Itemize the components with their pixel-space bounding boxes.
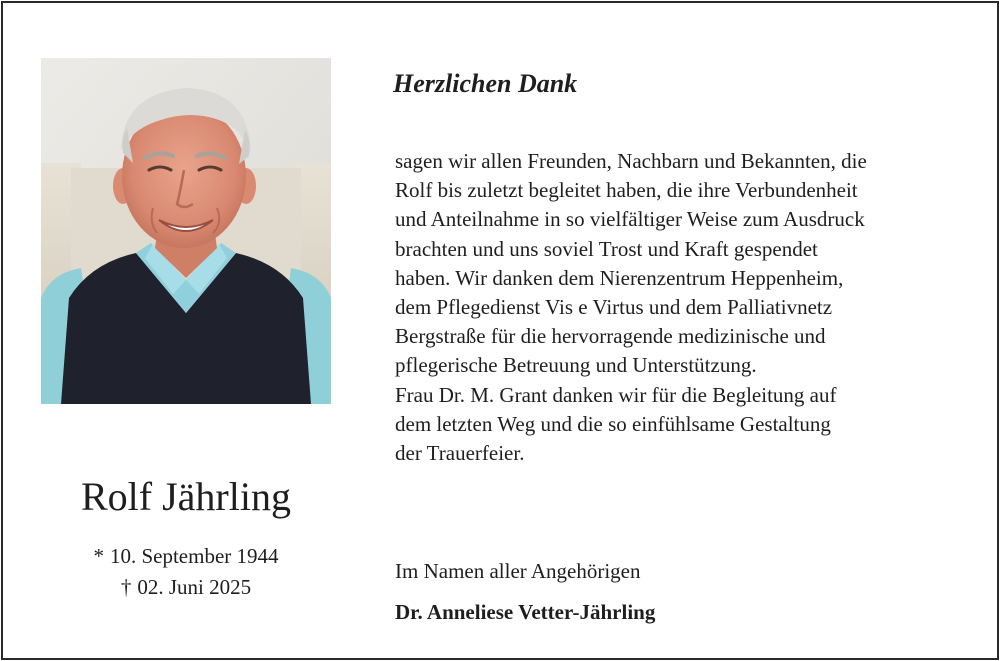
- birth-star-icon: *: [93, 544, 104, 568]
- body-line: sagen wir allen Freunden, Nachbarn und Bekannten, die: [395, 149, 867, 173]
- death-cross-icon: †: [120, 575, 132, 599]
- portrait-photo: [41, 58, 331, 404]
- body-line: pflegerische Betreuung und Unterstützung.: [395, 353, 757, 378]
- body-line: dem letzten Weg und die so einfühlsame Gestaltung: [395, 411, 831, 436]
- body-line: Frau Dr. M. Grant danken wir für die Begleitung auf: [395, 382, 837, 407]
- body-line: dem Pflegedienst Vis e Virtus und dem Palliativnetz: [395, 295, 833, 320]
- body-line: Rolf bis zuletzt begleitet haben, die ihre Verbundenheit: [395, 178, 858, 203]
- birth-date: 10. September 1944: [109, 544, 279, 568]
- obituary-card: [1, 1, 999, 660]
- body-line: brachten und uns soviel Trost und Kraft gespendet: [395, 236, 818, 261]
- birth-date-row: [41, 541, 331, 572]
- body-line: und Anteilnahme in so vielfältiger Weise zum Ausdruck: [395, 207, 865, 232]
- body-line: der Trauerfeier.: [395, 441, 525, 466]
- closing-line: Im Namen aller Angehörigen: [395, 559, 641, 583]
- body-line: haben. Wir danken dem Nierenzentrum Heppenheim,: [395, 265, 844, 290]
- death-date-row: [41, 572, 331, 603]
- death-date: 02. Juni 2025: [137, 575, 252, 599]
- deceased-name: Rolf Jährling: [81, 474, 291, 519]
- body-line: Bergstraße für die hervorragende medizinische und: [395, 324, 826, 349]
- signer-name: Dr. Anneliese Vetter-Jährling: [395, 600, 656, 624]
- thanks-body: [395, 147, 975, 468]
- life-dates: [41, 541, 331, 603]
- thanks-heading: Herzlichen Dank: [393, 69, 578, 98]
